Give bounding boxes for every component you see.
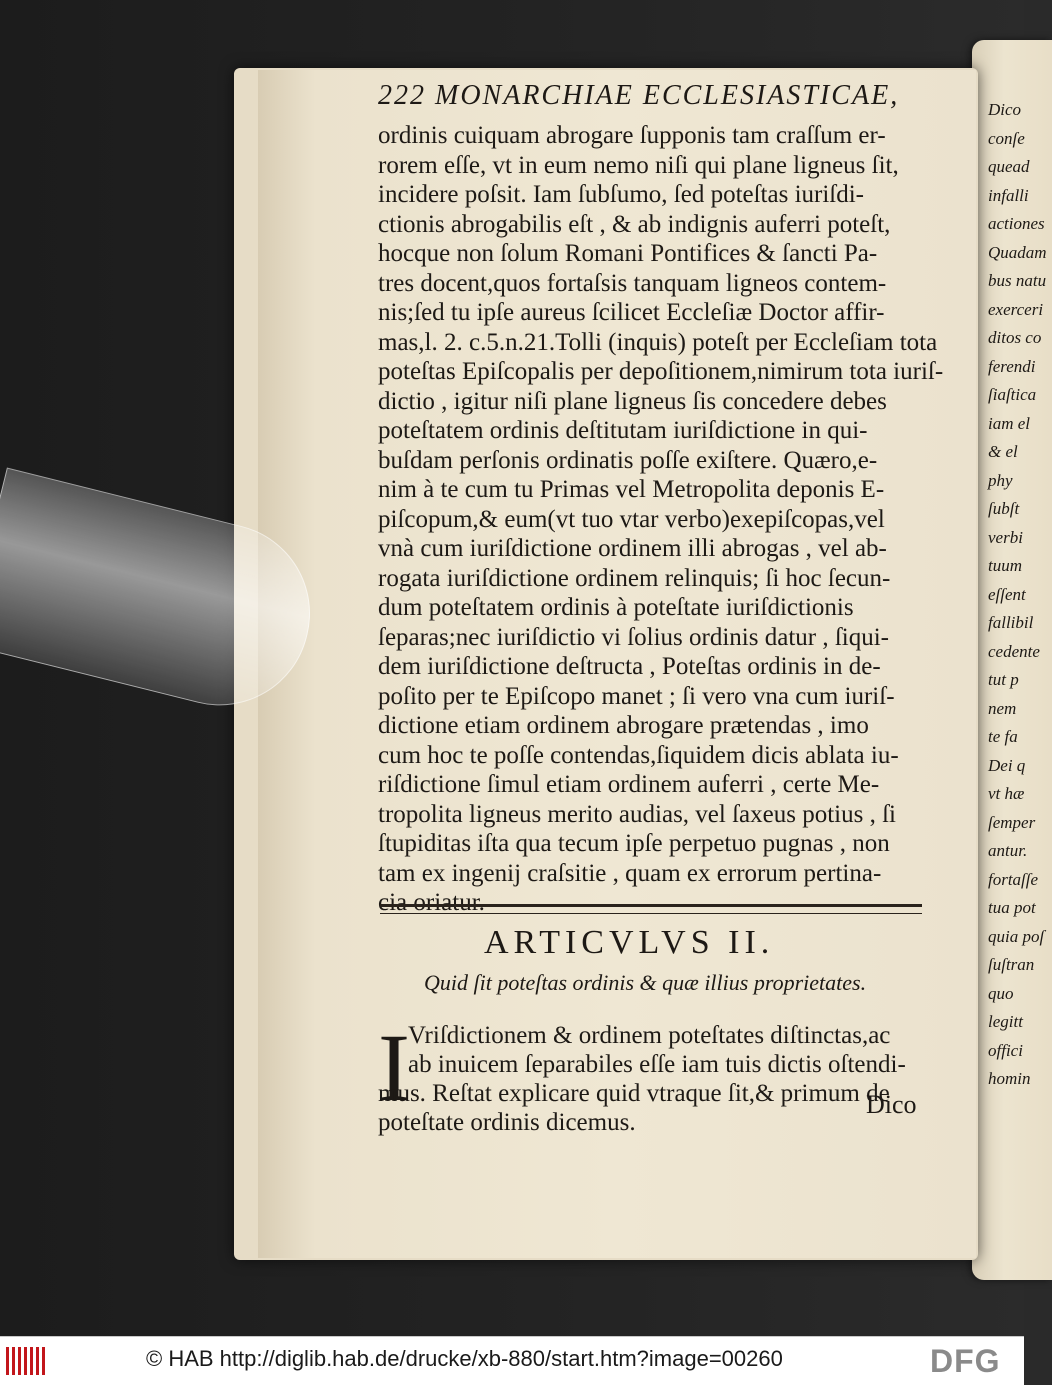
article-line: ab inuicem ſeparabiles eſſe iam tuis dictis oſtendi- <box>408 1051 906 1078</box>
next-page-fragment: Dei q <box>988 755 1026 775</box>
next-page-fragment: exerceri <box>988 299 1044 319</box>
running-head: 222 MONARCHIAE ECCLESIASTICAE, <box>378 80 900 111</box>
next-page-fragment: tuum <box>988 556 1022 575</box>
body-line: piſcopum,& eum(vt tuo vtar verbo)exepiſcopas,vel <box>378 505 885 533</box>
next-page-fragment: ferendi <box>988 356 1036 376</box>
body-line: nis;ſed tu ipſe aureus ſcilicet Eccleſiæ Doctor affir- <box>378 299 885 326</box>
body-line: ſtupiditas iſta qua tecum ipſe perpetuo pugnas , non <box>378 830 890 857</box>
next-page-fragment: offici <box>988 1040 1023 1060</box>
next-page-fragment: conſe <box>988 128 1025 148</box>
body-line: riſdictione ſimul etiam ordinem auferri , certe Me- <box>378 771 880 798</box>
article-line: Vriſdictionem & ordinem poteſtates diſtinctas,ac <box>408 1022 891 1049</box>
footer-credit-link[interactable]: © HAB http://diglib.hab.de/drucke/xb-880/start.htm?image=00260 <box>146 1346 783 1371</box>
next-page-fragment: ditos co <box>988 328 1042 347</box>
next-page-fragment: quo <box>988 983 1014 1003</box>
body-line: tres docent,quos fortaſsis tanquam ligneos contem- <box>378 269 887 297</box>
next-page-fragment: phy <box>988 470 1013 490</box>
body-line: ctionis abrogabilis eſt , & ab indignis auferri poteſt, <box>378 210 891 238</box>
body-line: dem iuriſdictione deſtructa , Poteſtas ordinis in de- <box>378 653 881 680</box>
body-line: hocque non ſolum Romani Pontifices & ſancti Pa- <box>378 240 878 267</box>
body-line: nim à te cum tu Primas vel Metropolita deponis E- <box>378 476 885 503</box>
body-line: rogata iuriſdictione ordinem relinquis; ſi hoc ſecun- <box>378 564 891 592</box>
next-page-fragment: bus natu <box>988 271 1047 290</box>
next-page-fragment: verbi <box>988 527 1023 547</box>
body-line: incidere poſsit. Iam ſubſumo, ſed poteſtas iuriſdi- <box>378 181 865 208</box>
body-line: buſdam perſonis ordinatis poſſe exiſtere. Quæro,e- <box>378 446 878 474</box>
next-page-fragment: ſemper <box>988 812 1036 832</box>
section-rule <box>380 904 922 914</box>
next-page-fragment: tua pot <box>988 898 1036 917</box>
article-line: mus. Reſtat explicare quid vtraque ſit,& primum de <box>378 1080 890 1107</box>
next-page-fragment: iam el <box>988 413 1031 433</box>
body-line: ordinis cuiquam abrogare ſupponis tam craſſum er- <box>378 122 886 149</box>
library-logo-icon <box>6 1347 48 1375</box>
body-line: ſeparas;nec iuriſdictio vi ſolius ordinis datur , ſiqui- <box>378 623 890 651</box>
dfg-logo: DFG <box>930 1343 1001 1379</box>
body-line: tropolita ligneus merito audias, vel ſaxeus potius , ſi <box>378 800 896 828</box>
next-page-fragment: ſubſt <box>988 499 1020 518</box>
next-page-fragment: fallibil <box>988 613 1034 632</box>
next-page-fragment: vt hæ <box>988 784 1025 803</box>
next-page-fragment: antur. <box>988 841 1028 860</box>
body-line: tam ex ingenij craſsitie , quam ex errorum pertina- <box>378 859 882 887</box>
body-line: poteſtatem ordinis deſtitutam iuriſdictione in qui- <box>378 417 868 444</box>
next-page-fragment: legitt <box>988 1012 1023 1031</box>
next-page-fragment: infalli <box>988 185 1029 205</box>
next-page-fragment: te fa <box>988 727 1018 746</box>
next-page-fragment: tut p <box>988 670 1019 689</box>
next-page-fragment: homin <box>988 1069 1031 1088</box>
footer-bar <box>0 1336 1024 1385</box>
body-line: poſito per te Epiſcopo manet ; ſi vero vna cum iuriſ- <box>378 682 895 710</box>
next-page-fragment: nem <box>988 698 1017 718</box>
next-page-fragment: ſuſtran <box>988 955 1035 974</box>
next-page-fragment: Dico <box>988 100 1022 119</box>
body-line: rorem eſſe, vt in eum nemo niſi qui plane ligneus ſit, <box>378 151 899 179</box>
body-line: dictione etiam ordinem abrogare prætendas , imo <box>378 712 869 739</box>
article-subtitle: Quid ſit poteſtas ordinis & quæ illius proprietates. <box>424 970 867 995</box>
article-line: poteſtate ordinis dicemus. <box>378 1109 636 1136</box>
body-line: dictio , igitur niſi plane ligneus ſis concedere debes <box>378 387 887 415</box>
next-page-fragment: fortaſſe <box>988 869 1039 889</box>
catchword: Dico <box>866 1090 917 1119</box>
article-heading: ARTICVLVS II. <box>484 924 775 961</box>
next-page-fragment: & el <box>988 442 1018 461</box>
next-page-fragment: quia poſ <box>988 926 1045 946</box>
body-line: poteſtas Epiſcopalis per depoſitionem,nimirum tota iuriſ- <box>378 358 944 385</box>
next-page-fragment: actiones <box>988 214 1045 233</box>
next-page-fragment: ſiaſtica <box>988 385 1037 404</box>
next-page-fragment: quead <box>988 157 1030 176</box>
next-page-fragment: eſſent <box>988 584 1026 604</box>
next-page-fragment: cedente <box>988 641 1040 661</box>
body-line: mas,l. 2. c.5.n.21.Tolli (inquis) poteſt per Eccleſiam tota <box>378 328 938 356</box>
next-page-fragment: Quadam <box>988 242 1047 262</box>
drop-cap: I <box>378 1014 410 1121</box>
body-line: cum hoc te poſſe contendas,ſiquidem dicis ablata iu- <box>378 741 899 769</box>
body-line: cia oriatur. <box>378 889 485 916</box>
body-line: dum poteſtatem ordinis à poteſtate iuriſdictionis <box>378 594 854 621</box>
body-line: vnà cum iuriſdictione ordinem illi abrogas , vel ab- <box>378 535 887 562</box>
